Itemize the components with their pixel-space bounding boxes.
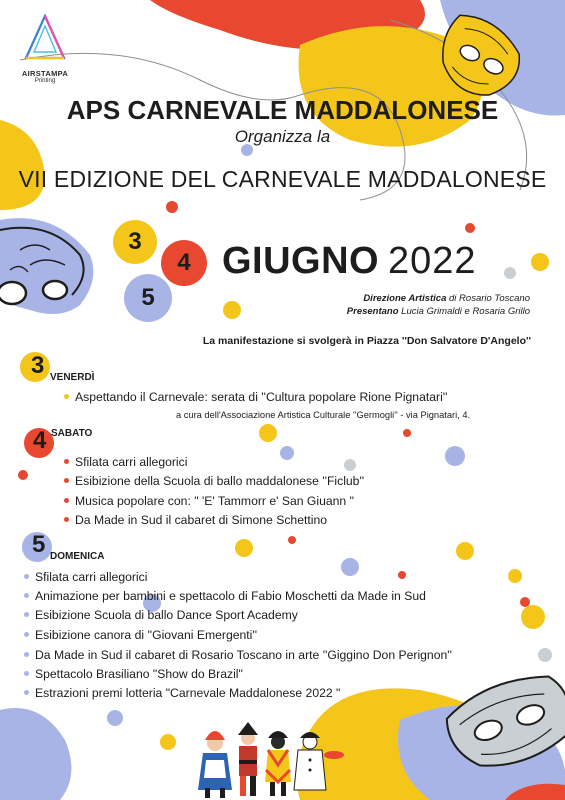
date-circle-5 [124, 274, 172, 322]
list-item [24, 648, 452, 662]
bullet-icon [24, 612, 29, 617]
bullet-icon [24, 593, 29, 598]
direction-credit [363, 293, 530, 304]
list-item-text: Da Made in Sud il cabaret di Simone Schettino [75, 513, 328, 527]
day-number-sunday: 5 [32, 531, 46, 558]
day-name-saturday: SABATO [51, 428, 93, 439]
list-item-text: Sfilata carri allegorici [35, 570, 148, 584]
character-1 [198, 731, 232, 798]
list-item [64, 455, 187, 469]
list-item [64, 513, 327, 527]
logo-sub-text: Printing [34, 78, 56, 84]
day-name-sunday: DOMENICA [50, 551, 105, 562]
date-circle-4 [161, 240, 207, 286]
character-3 [265, 731, 291, 796]
bullet-icon [64, 478, 69, 483]
list-item [24, 589, 426, 603]
logo-brand-text: AIRSTAMPA [21, 69, 69, 78]
list-item-text: Esibizione Scuola di ballo Dance Sport Academy [35, 608, 298, 622]
date-number-3: 3 [128, 228, 142, 255]
date-circle-3 [113, 220, 157, 264]
bullet-icon [24, 690, 29, 695]
list-item-text: Estrazioni premi lotteria "Carnevale Maddalonese 2022 " [35, 686, 341, 700]
presenters-names: Lucia Grimaldi e Rosaria Grillo [401, 306, 530, 317]
list-item [64, 494, 354, 508]
presenters-label: Presentano [346, 306, 399, 317]
bullet-icon [24, 632, 29, 637]
presenters-credit [347, 306, 530, 317]
list-item [24, 608, 298, 622]
edition-title: VII EDIZIONE DEL CARNEVALE MADDALONESE [18, 166, 547, 192]
bullet-icon [64, 498, 69, 503]
organizer-title: APS CARNEVALE MADDALONESE [66, 95, 499, 125]
organizes-subtitle: Organizza la [234, 127, 331, 146]
left-mask-illustration [0, 218, 93, 314]
bullet-icon [24, 652, 29, 657]
list-item-text: Aspettando il Carnevale: serata di ''Cultura popolare Rione Pignatari'' [75, 390, 448, 404]
day-name-friday: VENERDÌ [50, 372, 95, 383]
bullet-icon [64, 394, 69, 399]
list-item-text: Esibizione canora di ''Giovani Emergenti'' [35, 628, 258, 642]
day-number-saturday: 4 [33, 427, 47, 454]
list-item-text: Esibizione della Scuola di ballo maddalonese ''Ficlub'' [75, 474, 365, 488]
list-item-text: Sfilata carri allegorici [75, 455, 188, 469]
list-item [24, 570, 147, 584]
list-item [24, 628, 257, 642]
list-item [24, 667, 243, 681]
month-label: GIUGNO [222, 240, 380, 282]
direction-label: Direzione Artistica [363, 293, 447, 304]
airstampa-logo [14, 14, 76, 84]
character-2 [238, 722, 258, 796]
list-item-text: Spettacolo Brasiliano "Show do Brazil" [35, 667, 243, 681]
year-label: 2022 [388, 240, 477, 282]
list-item [64, 474, 364, 488]
day-number-friday: 3 [31, 352, 45, 379]
bottom-left-periwinkle-blob [0, 708, 71, 800]
date-number-5: 5 [141, 284, 155, 311]
list-item [64, 390, 447, 404]
location-line: La manifestazione si svolgerà in Piazza ''Don Salvatore D'Angelo'' [202, 335, 531, 347]
friday-note: a cura dell'Associazione Artistica Culturale ''Germogli'' - via Pignatari, 4. [176, 410, 471, 420]
list-item [24, 686, 340, 700]
list-item-text: Musica popolare con: " 'E' Tammorr e' San Giuann " [75, 494, 354, 508]
bullet-icon [64, 459, 69, 464]
date-number-4: 4 [177, 249, 191, 276]
triangle-logo-icon [23, 14, 67, 62]
bullet-icon [24, 574, 29, 579]
bullet-icon [64, 517, 69, 522]
bullet-icon [24, 671, 29, 676]
list-item-text: Da Made in Sud il cabaret di Rosario Toscano in arte ''Giggino Don Perignon'' [35, 648, 452, 662]
direction-name: di Rosario Toscano [449, 293, 530, 304]
list-item-text: Animazione per bambini e spettacolo di Fabio Moschetti da Made in Sud [35, 589, 426, 603]
